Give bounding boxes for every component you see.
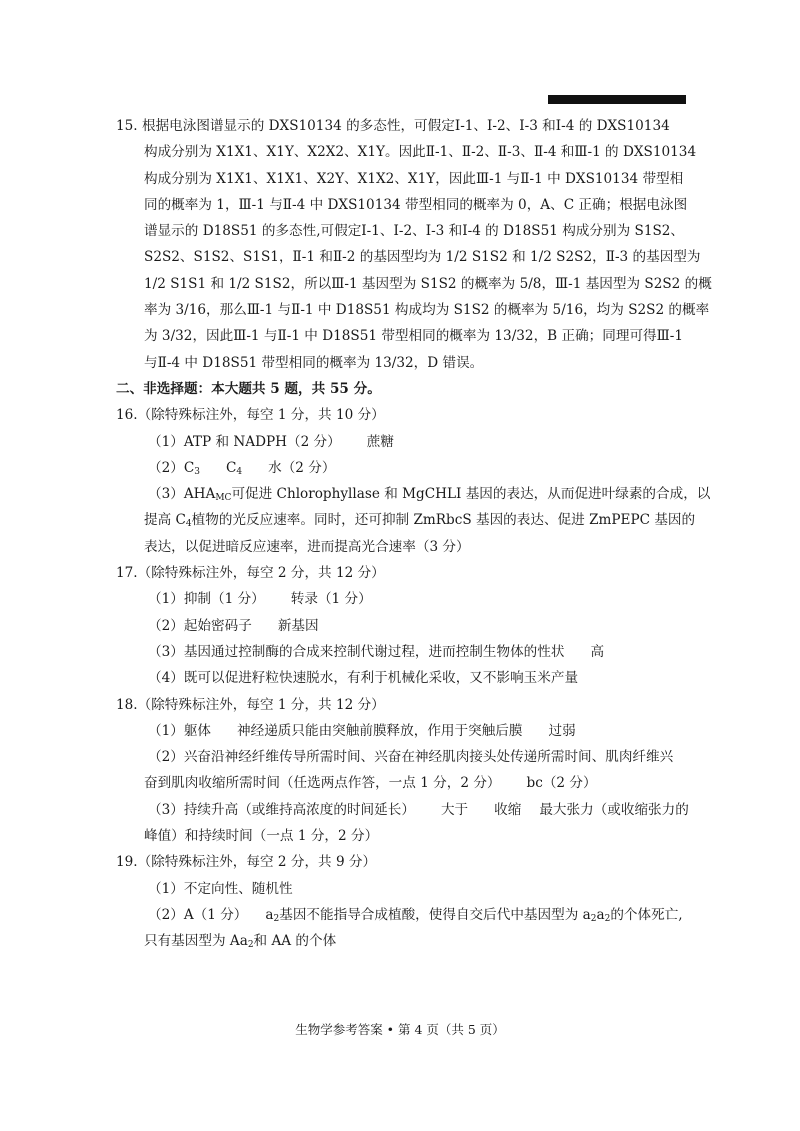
q15-line: 构成分别为 X1X1、X1X1、X2Y、X1X2、X1Y，因此Ⅲ-1 与Ⅱ-1 中 DXS10134 带型相 (144, 170, 684, 187)
q19-answer-2: （2）A（1 分） $a_2$基因不能指导合成植酸，使得自交后代中基因型为 $a_2a_2$的个体死亡, (148, 906, 683, 924)
q18-answer-3-cont: 峰值）和持续时间（一点 1 分，2 分） (144, 828, 379, 845)
q15-line: 为 3/32，因此Ⅲ-1 与Ⅱ-1 中 D18S51 带型相同的概率为 13/32，B 正确；同理可得Ⅲ-1 (144, 328, 683, 345)
q19-answer-1: （1）不定向性、随机性 (148, 880, 293, 897)
question-18 (116, 692, 688, 850)
page-footer: 生物学参考答案 • 第 4 页（共 5 页） (295, 1022, 505, 1037)
q16-answer-2: $(2)C_3$ $C_4$ 水（2 分） (148, 459, 336, 477)
q16-answer-3-cont: 提高 $C_4$植物的光反应速率。同时，还可抑制 ZmRbcS 基因的表达、促进 ZmPEPC 基因的 (144, 512, 696, 530)
q16-answer-3-cont: 表达，以促进暗反应速率，进而提高光合速率（3 分） (144, 538, 470, 555)
q18-answer-1: （1）躯体 神经递质只能由突触前膜释放，作用于突触后膜 过弱 (148, 722, 576, 739)
q15-line: S2S2、S1S2、S1S1，Ⅱ-1 和Ⅱ-2 的基因型均为 1/2 S1S2 和 1/2 S2S2，Ⅱ-3 的基因型为 (144, 249, 701, 266)
question-19 (116, 849, 688, 954)
q19-header: 19.（除特殊标注外，每空 2 分，共 9 分） (116, 854, 377, 871)
q15-line: 谱显示的 D18S51 的多态性,可假定Ⅰ-1、Ⅰ-2、Ⅰ-3 和Ⅰ-4 的 D18S51 构成分别为 S1S2、 (144, 223, 685, 240)
q16-answer-1: （1）ATP 和 NADPH（2 分） 蔗糖 (148, 433, 394, 450)
q16-header: 16.（除特殊标注外，每空 1 分，共 10 分） (116, 407, 385, 424)
question-15 (116, 113, 712, 376)
q15-line: 同的概率为 1，Ⅲ-1 与Ⅱ-4 中 DXS10134 带型相同的概率为 0，A、C 正确；根据电泳图 (144, 196, 688, 213)
question-16 (116, 402, 711, 560)
question-17 (116, 560, 688, 691)
q18-header: 18.（除特殊标注外，每空 1 分，共 12 分） (116, 696, 385, 713)
q17-answer-2: （2）起始密码子 新基因 (148, 617, 319, 634)
q16-answer-3: $(3)AHA_{MC}$可促进 Chlorophyllase 和 MgCHLI 基因的表达，从而促进叶绿素的合成，以 (148, 486, 711, 504)
answer-page (116, 113, 712, 955)
header-bar (548, 95, 686, 104)
q15-line: 构成分别为 X1X1、X1Y、X2X2、X1Y。因此Ⅱ-1、Ⅱ-2、Ⅱ-3、Ⅱ-4 和Ⅲ-1 的 DXS10134 (144, 144, 697, 161)
q15-line: 根据电泳图谱显示的 DXS10134 的多态性，可假定Ⅰ-1、Ⅰ-2、Ⅰ-3 和Ⅰ-4 的 DXS10134 (141, 118, 670, 134)
q17-answer-1: （1）抑制（1 分） 转录（1 分） (148, 591, 372, 608)
q17-answer-3: （3）基因通过控制酶的合成来控制代谢过程，进而控制生物体的性状 高 (148, 643, 605, 660)
q19-answer-2-cont: 只有基因型为 $Aa_2$和 AA 的个体 (144, 933, 337, 951)
q17-header: 17.（除特殊标注外，每空 2 分，共 12 分） (116, 565, 385, 582)
q18-answer-2-cont: 奋到肌肉收缩所需时间（任选两点作答，一点 1 分，2 分） bc（2 分） (144, 775, 597, 792)
q15-number: 15. (116, 118, 138, 134)
q15-line: 与Ⅱ-4 中 D18S51 带型相同的概率为 13/32，D 错误。 (144, 354, 484, 371)
q15-line: 率为 3/16，那么Ⅲ-1 与Ⅱ-1 中 D18S51 构成均为 S1S2 的概率为 5/16，均为 S2S2 的概率 (144, 302, 710, 319)
section-2-heading: 二、非选择题：本大题共 5 题，共 55 分。 (116, 380, 381, 397)
q17-answer-4: （4）既可以促进籽粒快速脱水，有利于机械化采收，又不影响玉米产量 (148, 670, 579, 687)
q15-line: 1/2 S1S1 和 1/2 S1S2，所以Ⅲ-1 基因型为 S1S2 的概率为 5/8，Ⅲ-1 基因型为 S2S2 的概 (144, 275, 712, 292)
q18-answer-3: （3）持续升高（或维持高浓度的时间延长） 大于 收缩 最大张力（或收缩张力的 (148, 801, 689, 818)
q18-answer-2: （2）兴奋沿神经纤维传导所需时间、兴奋在神经肌肉接头处传递所需时间、肌肉纤维兴 (148, 749, 674, 766)
